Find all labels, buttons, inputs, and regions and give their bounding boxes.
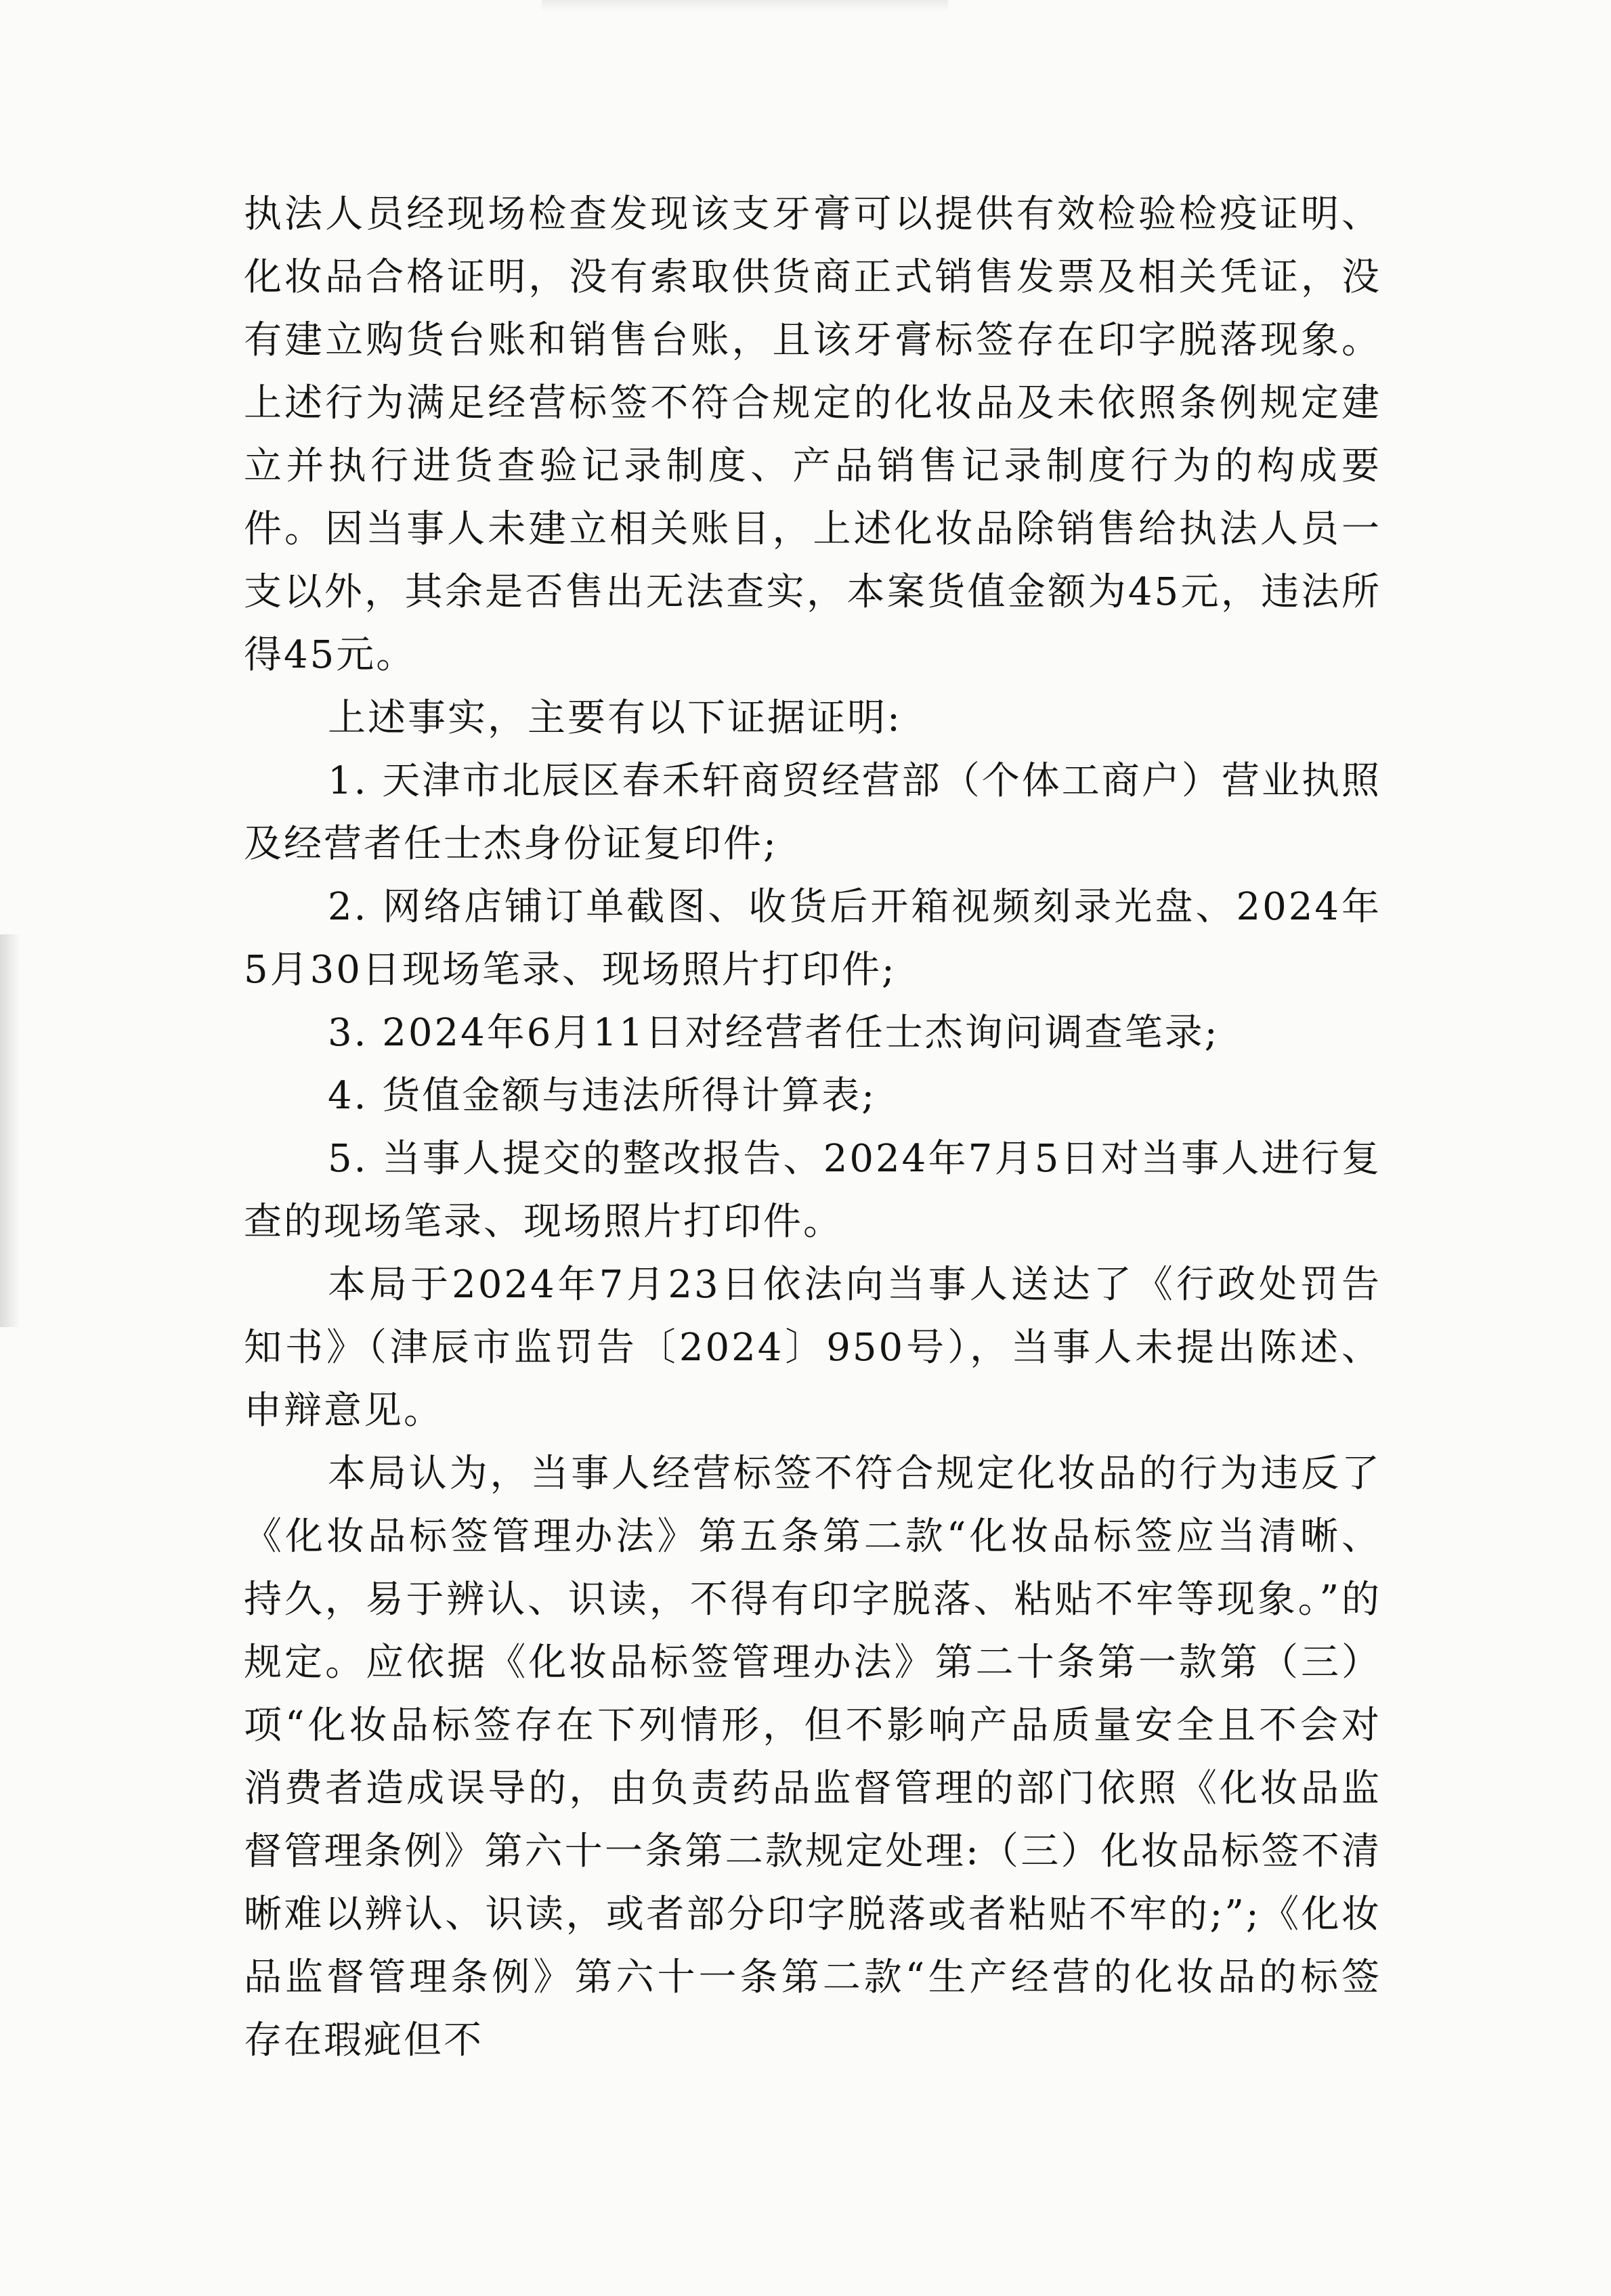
evidence-item-5: 5. 当事人提交的整改报告、2024年7月5日对当事人进行复查的现场笔录、现场照片打印件。 (244, 1137, 1381, 1244)
evidence-item-3: 3. 2024年6月11日对经营者任士杰询问调查笔录; (328, 1011, 1220, 1055)
paragraph-facts: 执法人员经现场检查发现该支牙膏可以提供有效检验检疫证明、化妆品合格证明，没有索取供货商正式销售发票及相关凭证，没有建立购货台账和销售台账，且该牙膏标签存在印字脱落现象。上述行为满足经营标签不符合规定的化妆品及未依照条例规定建立并执行进货查验记录制度、产品销售记录制度行为的构成要件。因当事人未建立相关账目，上述化妆品除销售给执法人员一支以外，其余是否售出无法查实，本案货值金额为45元，违法所得45元。 (244, 192, 1381, 677)
document-body (244, 183, 1381, 2072)
scan-shadow-left (0, 934, 20, 1327)
paragraph-evidence-intro: 上述事实，主要有以下证据证明: (328, 696, 902, 740)
scan-shadow-top (542, 0, 948, 12)
evidence-item-4: 4. 货值金额与违法所得计算表; (328, 1074, 877, 1118)
evidence-item-1: 1. 天津市北辰区春禾轩商贸经营部（个体工商户）营业执照及经营者任士杰身份证复印件; (244, 759, 1381, 866)
paragraph-legal-opinion: 本局认为，当事人经营标签不符合规定化妆品的行为违反了《化妆品标签管理办法》第五条第二款“化妆品标签应当清晰、持久，易于辨认、识读，不得有印字脱落、粘贴不牢等现象。”的规定。应依据《化妆品标签管理办法》第二十条第一款第（三）项“化妆品标签存在下列情形，但不影响产品质量安全且不会对消费者造成误导的，由负责药品监督管理的部门依照《化妆品监督管理条例》第六十一条第二款规定处理:（三）化妆品标签不清晰难以辨认、识读，或者部分印字脱落或者粘贴不牢的;”;《化妆品监督管理条例》第六十一条第二款“生产经营的化妆品的标签存在瑕疵但不 (244, 1452, 1381, 2062)
paragraph-notice-delivery: 本局于2024年7月23日依法向当事人送达了《行政处罚告知书》（津辰市监罚告〔2024〕950号），当事人未提出陈述、申辩意见。 (244, 1263, 1381, 1433)
evidence-item-2: 2. 网络店铺订单截图、收货后开箱视频刻录光盘、2024年5月30日现场笔录、现场照片打印件; (244, 885, 1381, 992)
